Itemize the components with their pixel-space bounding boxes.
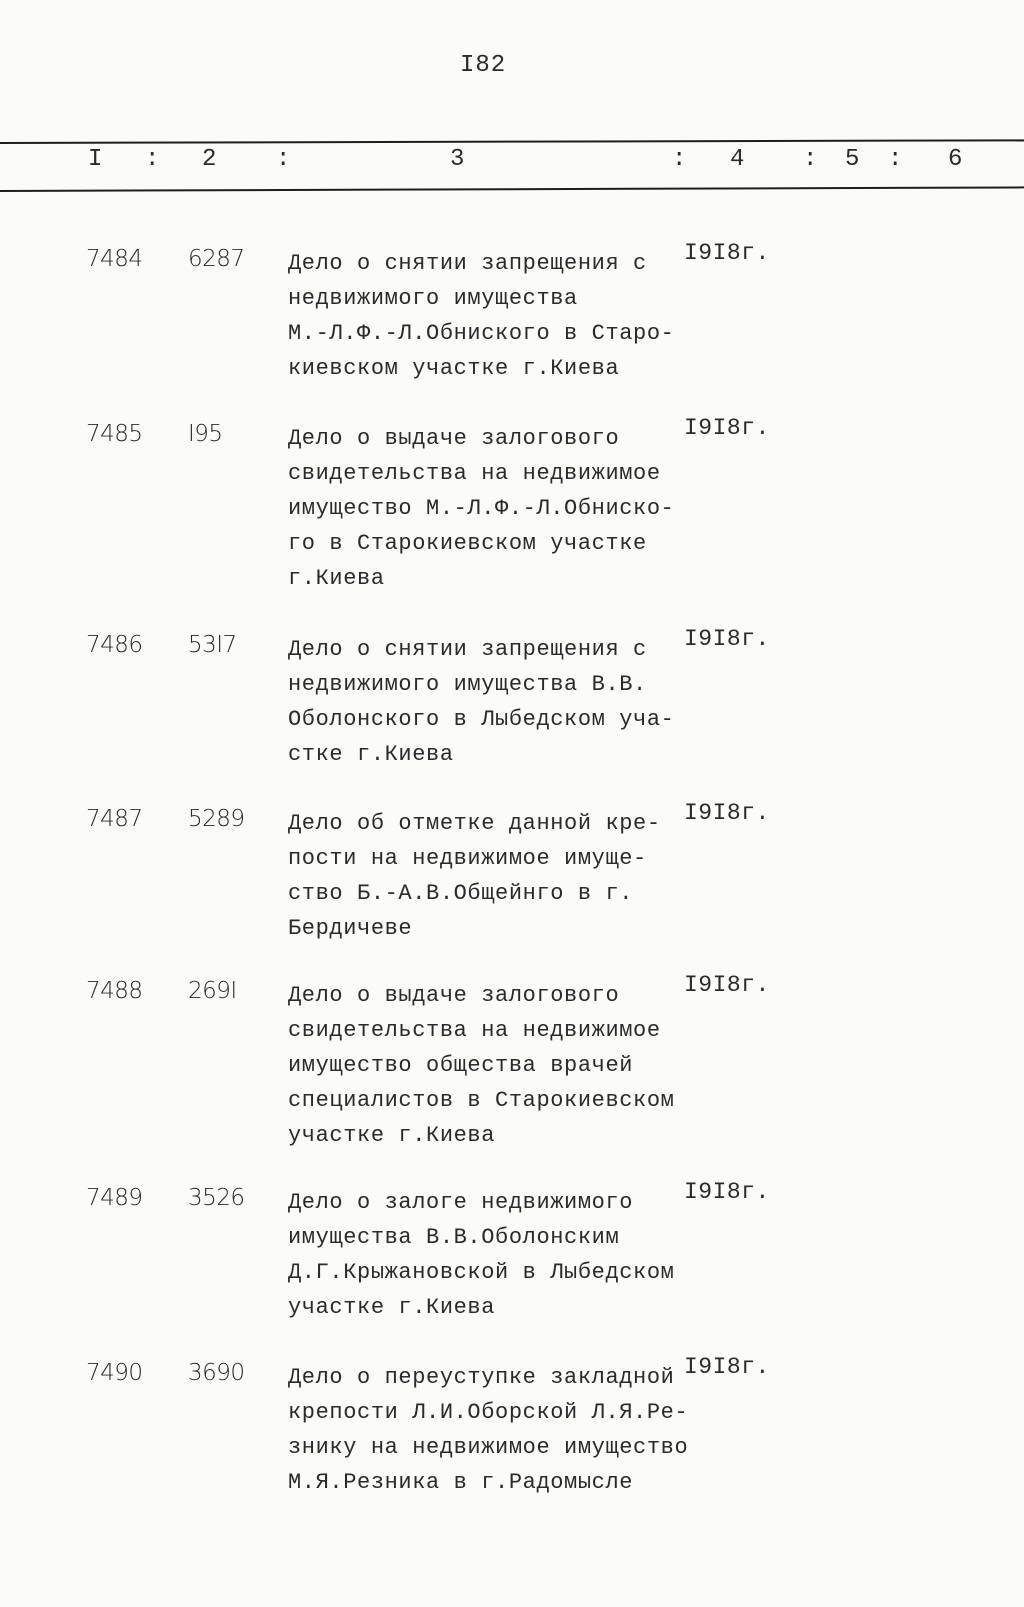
column-header-2: 2 bbox=[202, 146, 217, 173]
entry-date: I9I8г. bbox=[684, 240, 770, 266]
entry-title bbox=[288, 246, 708, 386]
entry-date: I9I8г. bbox=[684, 972, 770, 998]
entry-number: 7489 bbox=[86, 1185, 143, 1211]
entry-title-line: Дело о залоге недвижимого bbox=[288, 1190, 634, 1215]
entry-title-line: пости на недвижимое имуще- bbox=[288, 846, 647, 871]
entry-title-line: г.Киева bbox=[288, 566, 385, 591]
entry-title bbox=[288, 806, 708, 946]
entry-title-line: имущество М.-Л.Ф.-Л.Обниско- bbox=[288, 496, 675, 521]
entry-title-line: свидетельства на недвижимое bbox=[288, 461, 661, 486]
entry-title-line: недвижимого имущества bbox=[288, 286, 578, 311]
entry-title-line: свидетельства на недвижимое bbox=[288, 1018, 661, 1043]
entry-number: 7488 bbox=[86, 978, 143, 1004]
column-header-5: 5 bbox=[845, 146, 860, 173]
entry-title-line: участке г.Киева bbox=[288, 1295, 496, 1320]
entry-title-line: М.Я.Резника в г.Радомысле bbox=[288, 1470, 634, 1495]
entry-title-line: стке г.Киева bbox=[288, 742, 454, 767]
entry-old-number: 3690 bbox=[188, 1360, 245, 1386]
entry-date: I9I8г. bbox=[684, 800, 770, 826]
header-rule-top bbox=[0, 139, 1024, 144]
entry-number: 7484 bbox=[86, 246, 143, 272]
entry-number: 7485 bbox=[86, 421, 143, 447]
entry-title-line: имущества В.В.Оболонским bbox=[288, 1225, 620, 1250]
column-separator: : bbox=[276, 146, 291, 173]
entry-title bbox=[288, 632, 708, 772]
entry-date: I9I8г. bbox=[684, 626, 770, 652]
column-header-1: I bbox=[88, 146, 103, 173]
entry-title-line: М.-Л.Ф.-Л.Обниского в Старо- bbox=[288, 321, 675, 346]
entry-title-line: крепости Л.И.Оборской Л.Я.Ре- bbox=[288, 1400, 689, 1425]
column-separator: : bbox=[672, 146, 687, 173]
entry-old-number: 5289 bbox=[188, 806, 245, 832]
entry-date: I9I8г. bbox=[684, 415, 770, 441]
entry-number: 7490 bbox=[86, 1360, 143, 1386]
entry-title-line: Оболонского в Лыбедском уча- bbox=[288, 707, 675, 732]
column-separator: : bbox=[145, 146, 160, 173]
entry-title-line: недвижимого имущества В.В. bbox=[288, 672, 647, 697]
entry-title-line: имущество общества врачей bbox=[288, 1053, 634, 1078]
entry-old-number: 269I bbox=[188, 978, 237, 1004]
entry-old-number: 6287 bbox=[188, 246, 245, 272]
entry-old-number: 3526 bbox=[188, 1185, 245, 1211]
entry-title-line: го в Старокиевском участке bbox=[288, 531, 647, 556]
entry-date: I9I8г. bbox=[684, 1354, 770, 1380]
entry-title-line: знику на недвижимое имущество bbox=[288, 1435, 689, 1460]
column-header-4: 4 bbox=[730, 146, 745, 173]
entry-title bbox=[288, 978, 708, 1153]
entry-date: I9I8г. bbox=[684, 1179, 770, 1205]
entry-title-line: Д.Г.Крыжановской в Лыбедском bbox=[288, 1260, 675, 1285]
entry-number: 7487 bbox=[86, 806, 143, 832]
entry-title-line: Дело о переуступке закладной bbox=[288, 1365, 675, 1390]
entry-title-line: Дело о снятии запрещения с bbox=[288, 251, 647, 276]
column-separator: : bbox=[803, 146, 818, 173]
column-header-3: 3 bbox=[450, 146, 465, 173]
entry-old-number: I95 bbox=[188, 421, 223, 447]
header-rule-bottom bbox=[0, 186, 1024, 192]
entry-title-line: участке г.Киева bbox=[288, 1123, 496, 1148]
entry-old-number: 53I7 bbox=[188, 632, 237, 658]
entry-title-line: специалистов в Старокиевском bbox=[288, 1088, 675, 1113]
entry-title bbox=[288, 421, 708, 596]
entry-title-line: Дело о выдаче залогового bbox=[288, 426, 620, 451]
page-number: I82 bbox=[460, 52, 507, 79]
entry-title-line: Дело о выдаче залогового bbox=[288, 983, 620, 1008]
entry-title bbox=[288, 1360, 708, 1500]
entry-title-line: Дело о снятии запрещения с bbox=[288, 637, 647, 662]
entry-title-line: Бердичеве bbox=[288, 916, 413, 941]
entry-number: 7486 bbox=[86, 632, 143, 658]
entry-title-line: ство Б.-А.В.Общейнго в г. bbox=[288, 881, 634, 906]
column-separator: : bbox=[888, 146, 903, 173]
column-header-6: 6 bbox=[948, 146, 963, 173]
entry-title-line: Дело об отметке данной кре- bbox=[288, 811, 661, 836]
entry-title bbox=[288, 1185, 708, 1325]
entry-title-line: киевском участке г.Киева bbox=[288, 356, 620, 381]
